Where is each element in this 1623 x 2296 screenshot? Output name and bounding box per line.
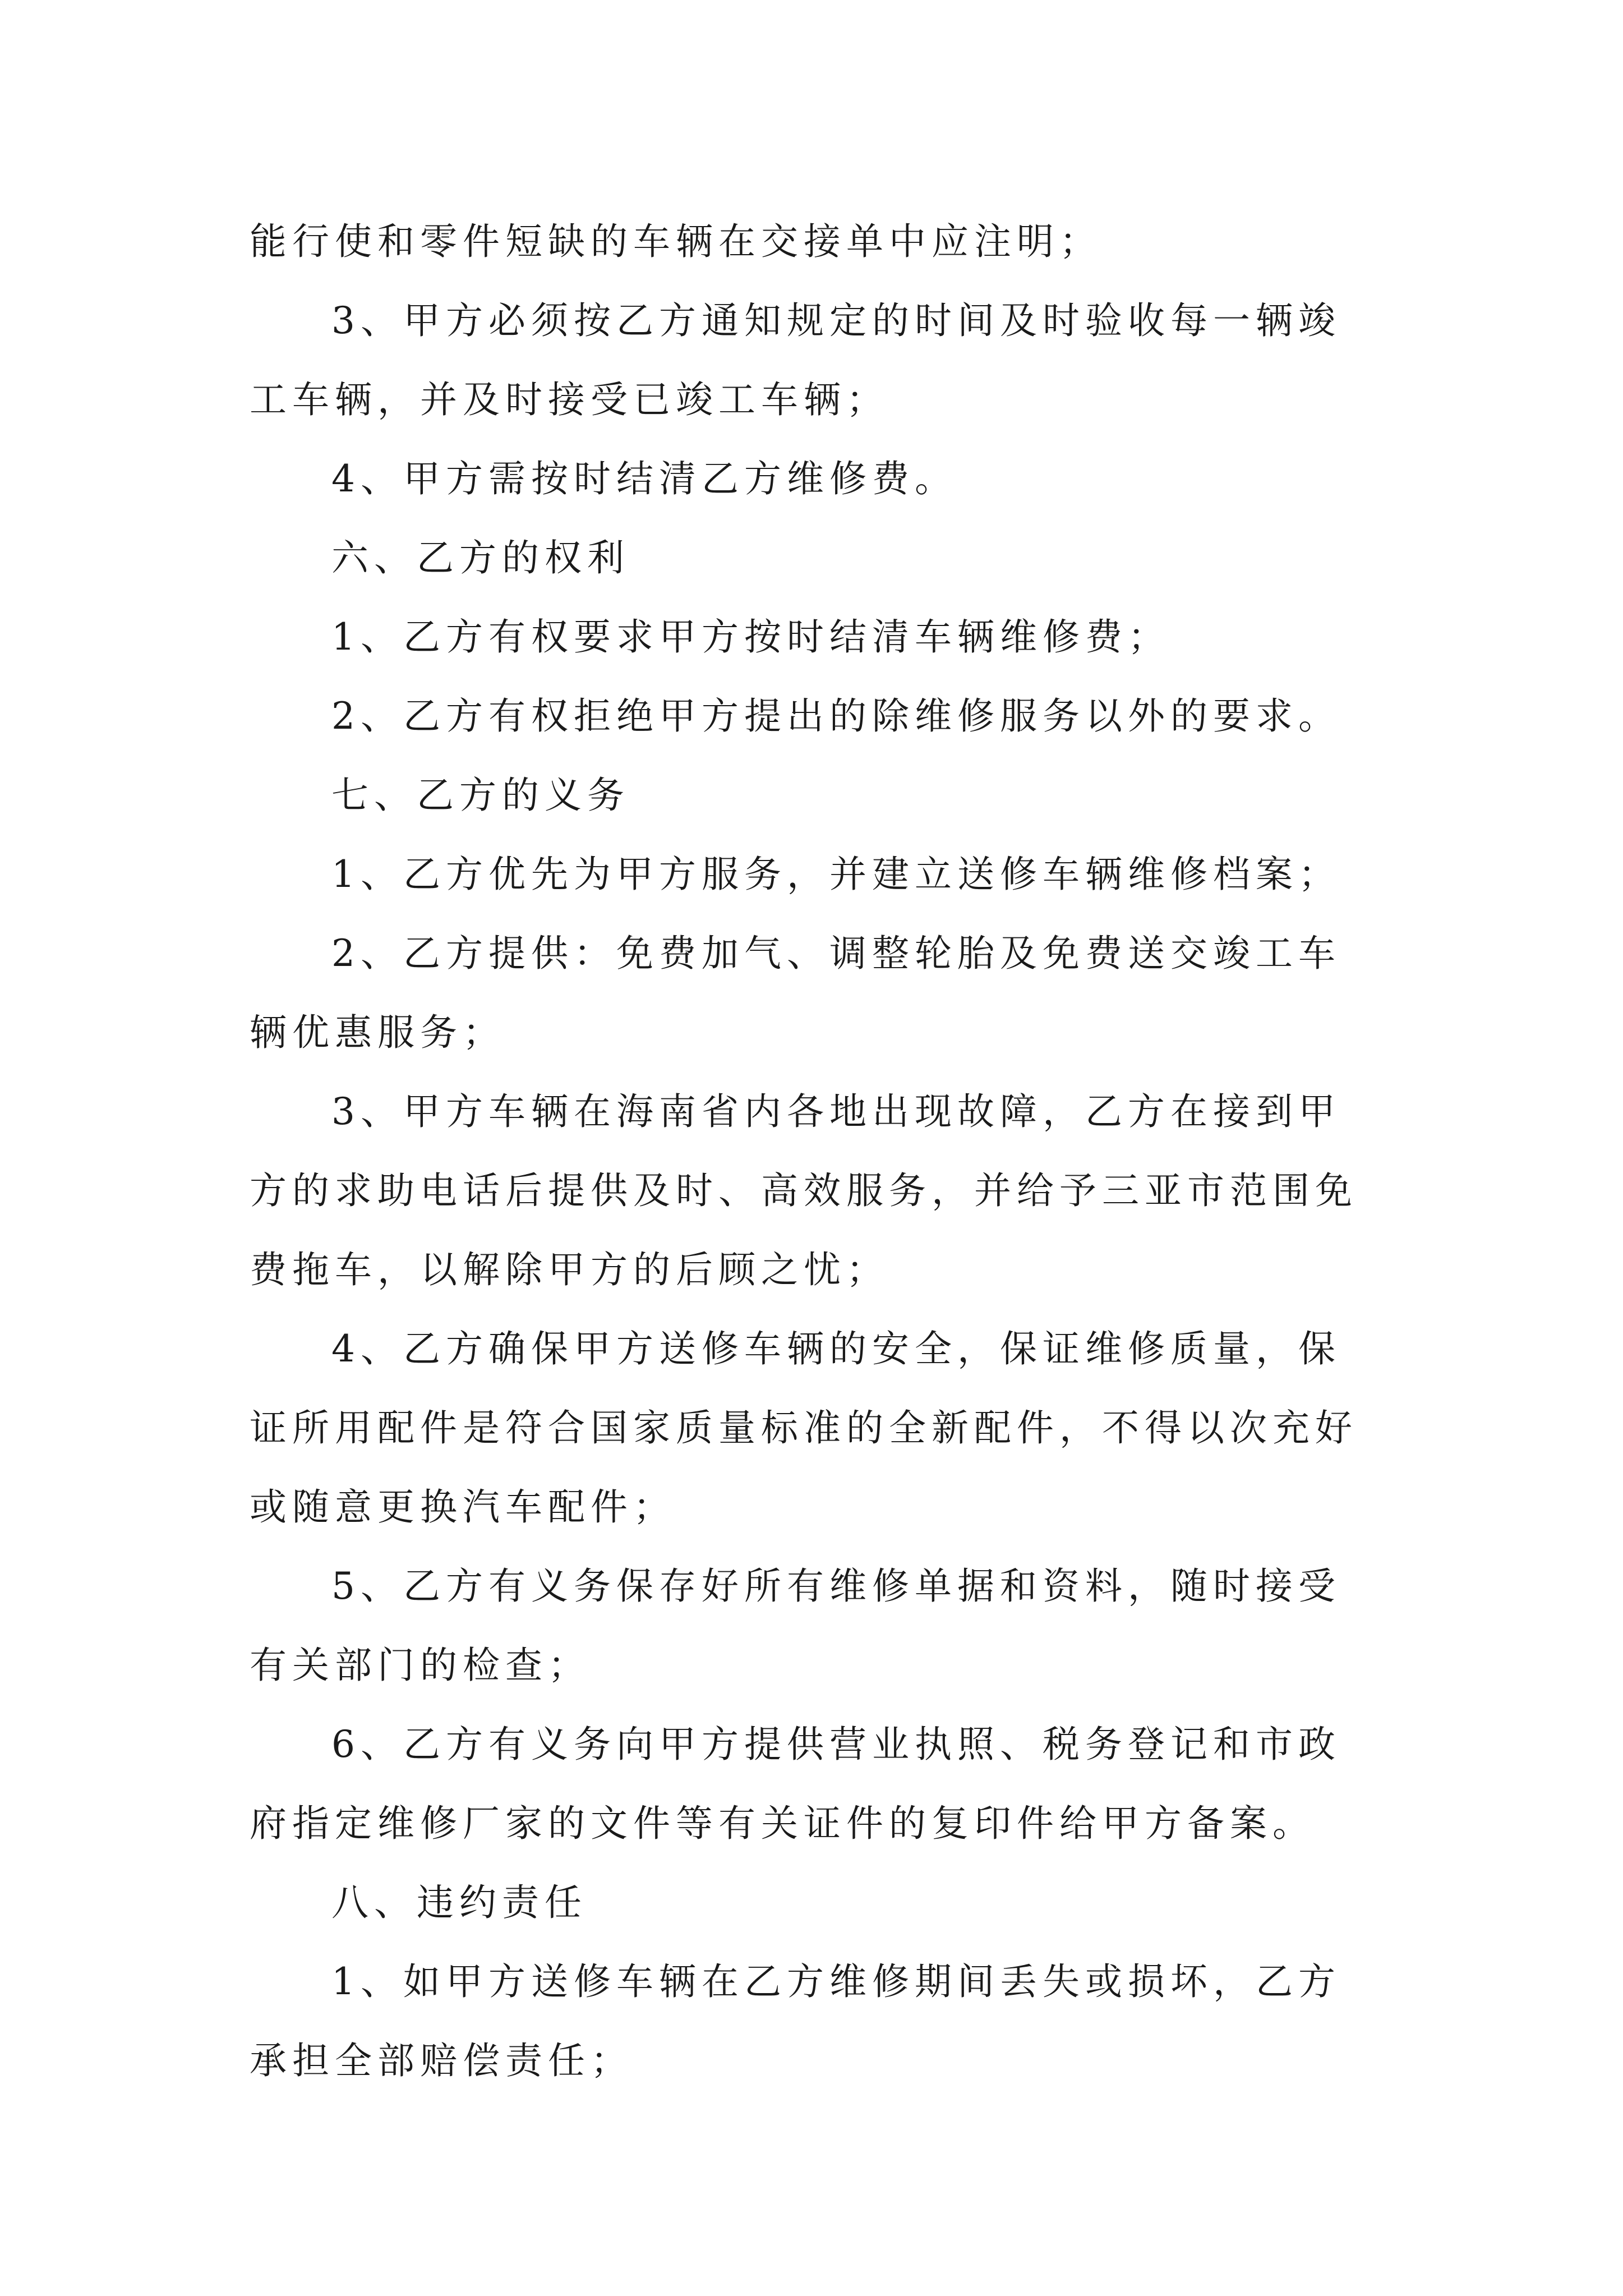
section-heading: 七、乙方的义务	[331, 774, 630, 817]
text-line: 2、乙方提供：免费加气、调整轮胎及免费送交竣工车	[331, 932, 1341, 975]
text-line: 工车辆，并及时接受已竣工车辆；	[250, 378, 889, 421]
text-line: 1、如甲方送修车辆在乙方维修期间丢失或损坏，乙方	[331, 1960, 1341, 2003]
document-body	[250, 202, 1377, 2100]
text-line: 府指定维修厂家的文件等有关证件的复印件给甲方备案。	[250, 1802, 1315, 1845]
text-line: 3、甲方必须按乙方通知规定的时间及时验收每一辆竣	[331, 299, 1341, 342]
text-line: 1、乙方有权要求甲方按时结清车辆维修费；	[331, 615, 1170, 659]
text-line: 辆优惠服务；	[250, 1011, 505, 1054]
text-line: 1、乙方优先为甲方服务，并建立送修车辆维修档案；	[331, 853, 1341, 896]
text-line: 证所用配件是符合国家质量标准的全新配件，不得以次充好	[250, 1406, 1358, 1450]
text-line: 3、甲方车辆在海南省内各地出现故障，乙方在接到甲	[331, 1090, 1341, 1133]
text-line: 5、乙方有义务保存好所有维修单据和资料，随时接受	[331, 1565, 1341, 1608]
text-line: 2、乙方有权拒绝甲方提出的除维修服务以外的要求。	[331, 694, 1341, 738]
text-line: 6、乙方有义务向甲方提供营业执照、税务登记和市政	[331, 1723, 1341, 1766]
text-line: 有关部门的检查；	[250, 1644, 591, 1687]
text-line: 费拖车，以解除甲方的后顾之忧；	[250, 1248, 889, 1291]
text-line: 承担全部赔偿责任；	[250, 2039, 633, 2082]
text-line: 或随意更换汽车配件；	[250, 1485, 676, 1529]
text-line: 方的求助电话后提供及时、高效服务，并给予三亚市范围免	[250, 1169, 1358, 1212]
section-heading: 六、乙方的权利	[331, 536, 630, 579]
section-heading: 八、违约责任	[331, 1881, 587, 1924]
text-line: 4、乙方确保甲方送修车辆的安全，保证维修质量，保	[331, 1327, 1341, 1370]
text-line: 能行使和零件短缺的车辆在交接单中应注明；	[250, 220, 1102, 263]
text-line: 4、甲方需按时结清乙方维修费。	[331, 457, 957, 500]
